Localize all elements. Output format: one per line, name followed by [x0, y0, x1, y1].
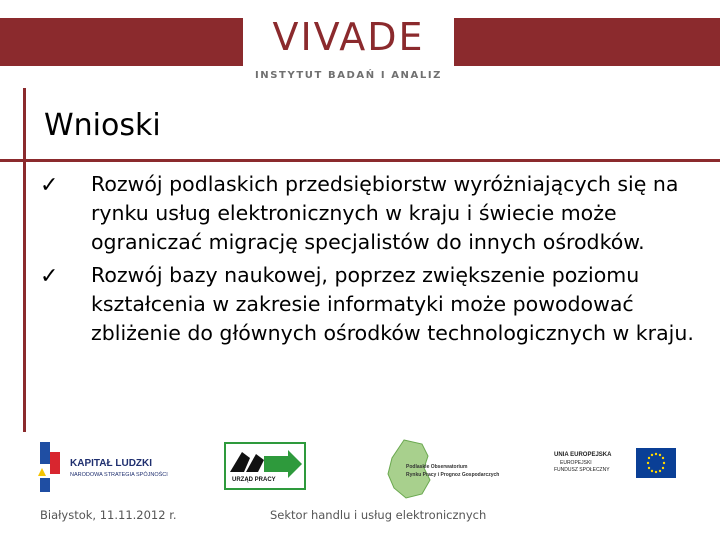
footer-date: Białystok, 11.11.2012 r. — [40, 508, 177, 522]
urzad-pracy-logo — [224, 436, 306, 506]
footer-topic: Sektor handlu i usług elektronicznych — [270, 508, 487, 522]
podlaskie-line2: Rynku Pracy i Prognoz Gospodarczych — [406, 472, 500, 478]
bullet-text: Rozwój podlaskich przedsiębiorstw wyróżniających się na rynku usług elektronicznych w kraju i świecie może ograniczać migrację specjalistów do innych ośrodków. — [91, 172, 679, 254]
podlaskie-line1: Podlaskie Obserwatorium — [406, 464, 468, 470]
urzad-label: URZĄD PRACY — [232, 477, 276, 483]
slide-title: Wnioski — [44, 108, 161, 143]
bullet-item — [40, 170, 710, 257]
eu-line2: EUROPEJSKI — [560, 460, 592, 466]
partner-logos — [0, 436, 720, 506]
bullet-text: Rozwój bazy naukowej, poprzez zwiększenie poziomu kształcenia w zakresie informatyki może powodować zbliżenie do głównych ośrodków technologicznych w kraju. — [91, 263, 694, 345]
bullet-item — [40, 261, 710, 348]
kapital-ludzki-logo — [36, 436, 176, 506]
logo-subtitle: INSTYTUT BADAŃ I ANALIZ — [254, 70, 443, 81]
vertical-accent-line — [23, 88, 26, 432]
logo-name: VIVADE — [272, 15, 425, 59]
bullet-list — [40, 170, 710, 348]
eu-logo — [542, 436, 682, 506]
eu-flag-icon — [636, 448, 676, 478]
horizontal-accent-line — [0, 159, 720, 162]
kapital-ludzki-icon — [36, 442, 66, 494]
podlaskie-obserwatorium-logo — [384, 436, 504, 506]
vivade-logo — [243, 4, 454, 88]
eu-line3: FUNDUSZ SPOŁECZNY — [554, 467, 610, 473]
checkmark-icon: ✓ — [40, 173, 59, 198]
kapital-title: KAPITAŁ LUDZKI — [70, 458, 153, 469]
eu-line1: UNIA EUROPEJSKA — [554, 452, 612, 458]
checkmark-icon: ✓ — [40, 264, 59, 289]
kapital-subtitle: NARODOWA STRATEGIA SPÓJNOŚCI — [70, 472, 168, 478]
